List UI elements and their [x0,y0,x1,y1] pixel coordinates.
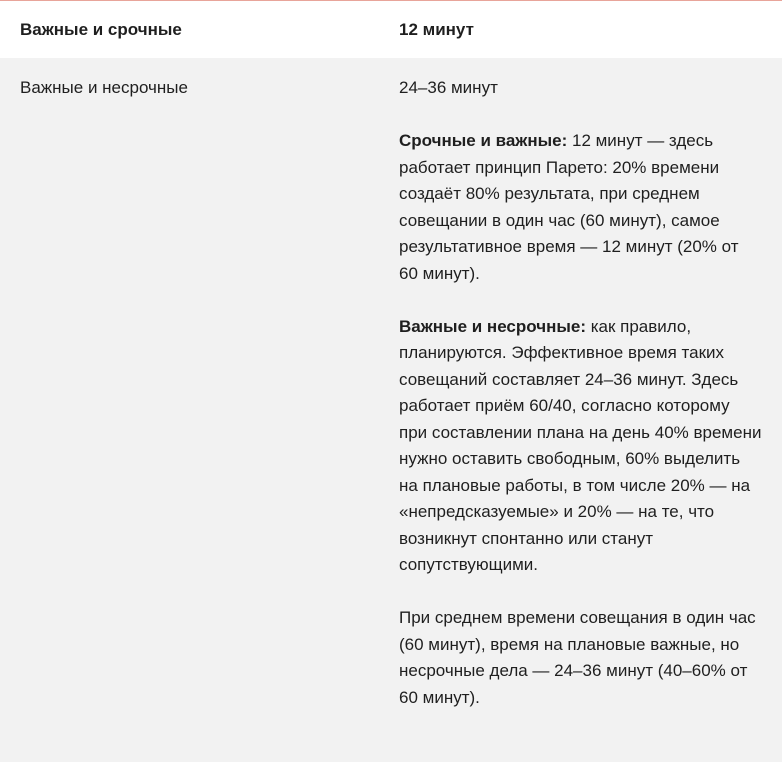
note-text: 12 минут — здесь работает принцип Парето: 20% времени создаёт 80% результата, при среднем совещании в один час (60 минут), самое результативное время — 12 минут (20% от 60 минут). [399,131,739,283]
note-text: как правило, планируются. Эффективное время таких совещаний составляет 24–36 минут. Здесь работает приём 60/40, согласно которому при составлении плана на день 40% времени нужно оставить свободным, 60% выделить на плановые работы, в том числе 20% — на «непредсказуемые» и 20% — на те, что возникнут спонтанно или станут сопутствующими. [399,316,762,574]
note-lead: Срочные и важные: [399,131,568,150]
header-time: 12 минут [399,20,474,39]
row-time: 24–36 минут [399,78,498,97]
note-lead: Важные и несрочные: [399,316,586,336]
table-header-row [0,1,782,58]
note-average-time [399,605,762,711]
header-category: Важные и срочные [20,20,182,39]
note-text: При среднем времени совещания в один час (60 минут), время на плановые важные, но несрочные дела — 24–36 минут (40–60% от 60 минут). [399,608,756,707]
note-important-not-urgent [399,314,762,579]
row-category: Важные и несрочные [20,78,188,97]
notes-block [399,128,762,738]
table-row [0,58,782,762]
note-urgent-important [399,128,762,287]
